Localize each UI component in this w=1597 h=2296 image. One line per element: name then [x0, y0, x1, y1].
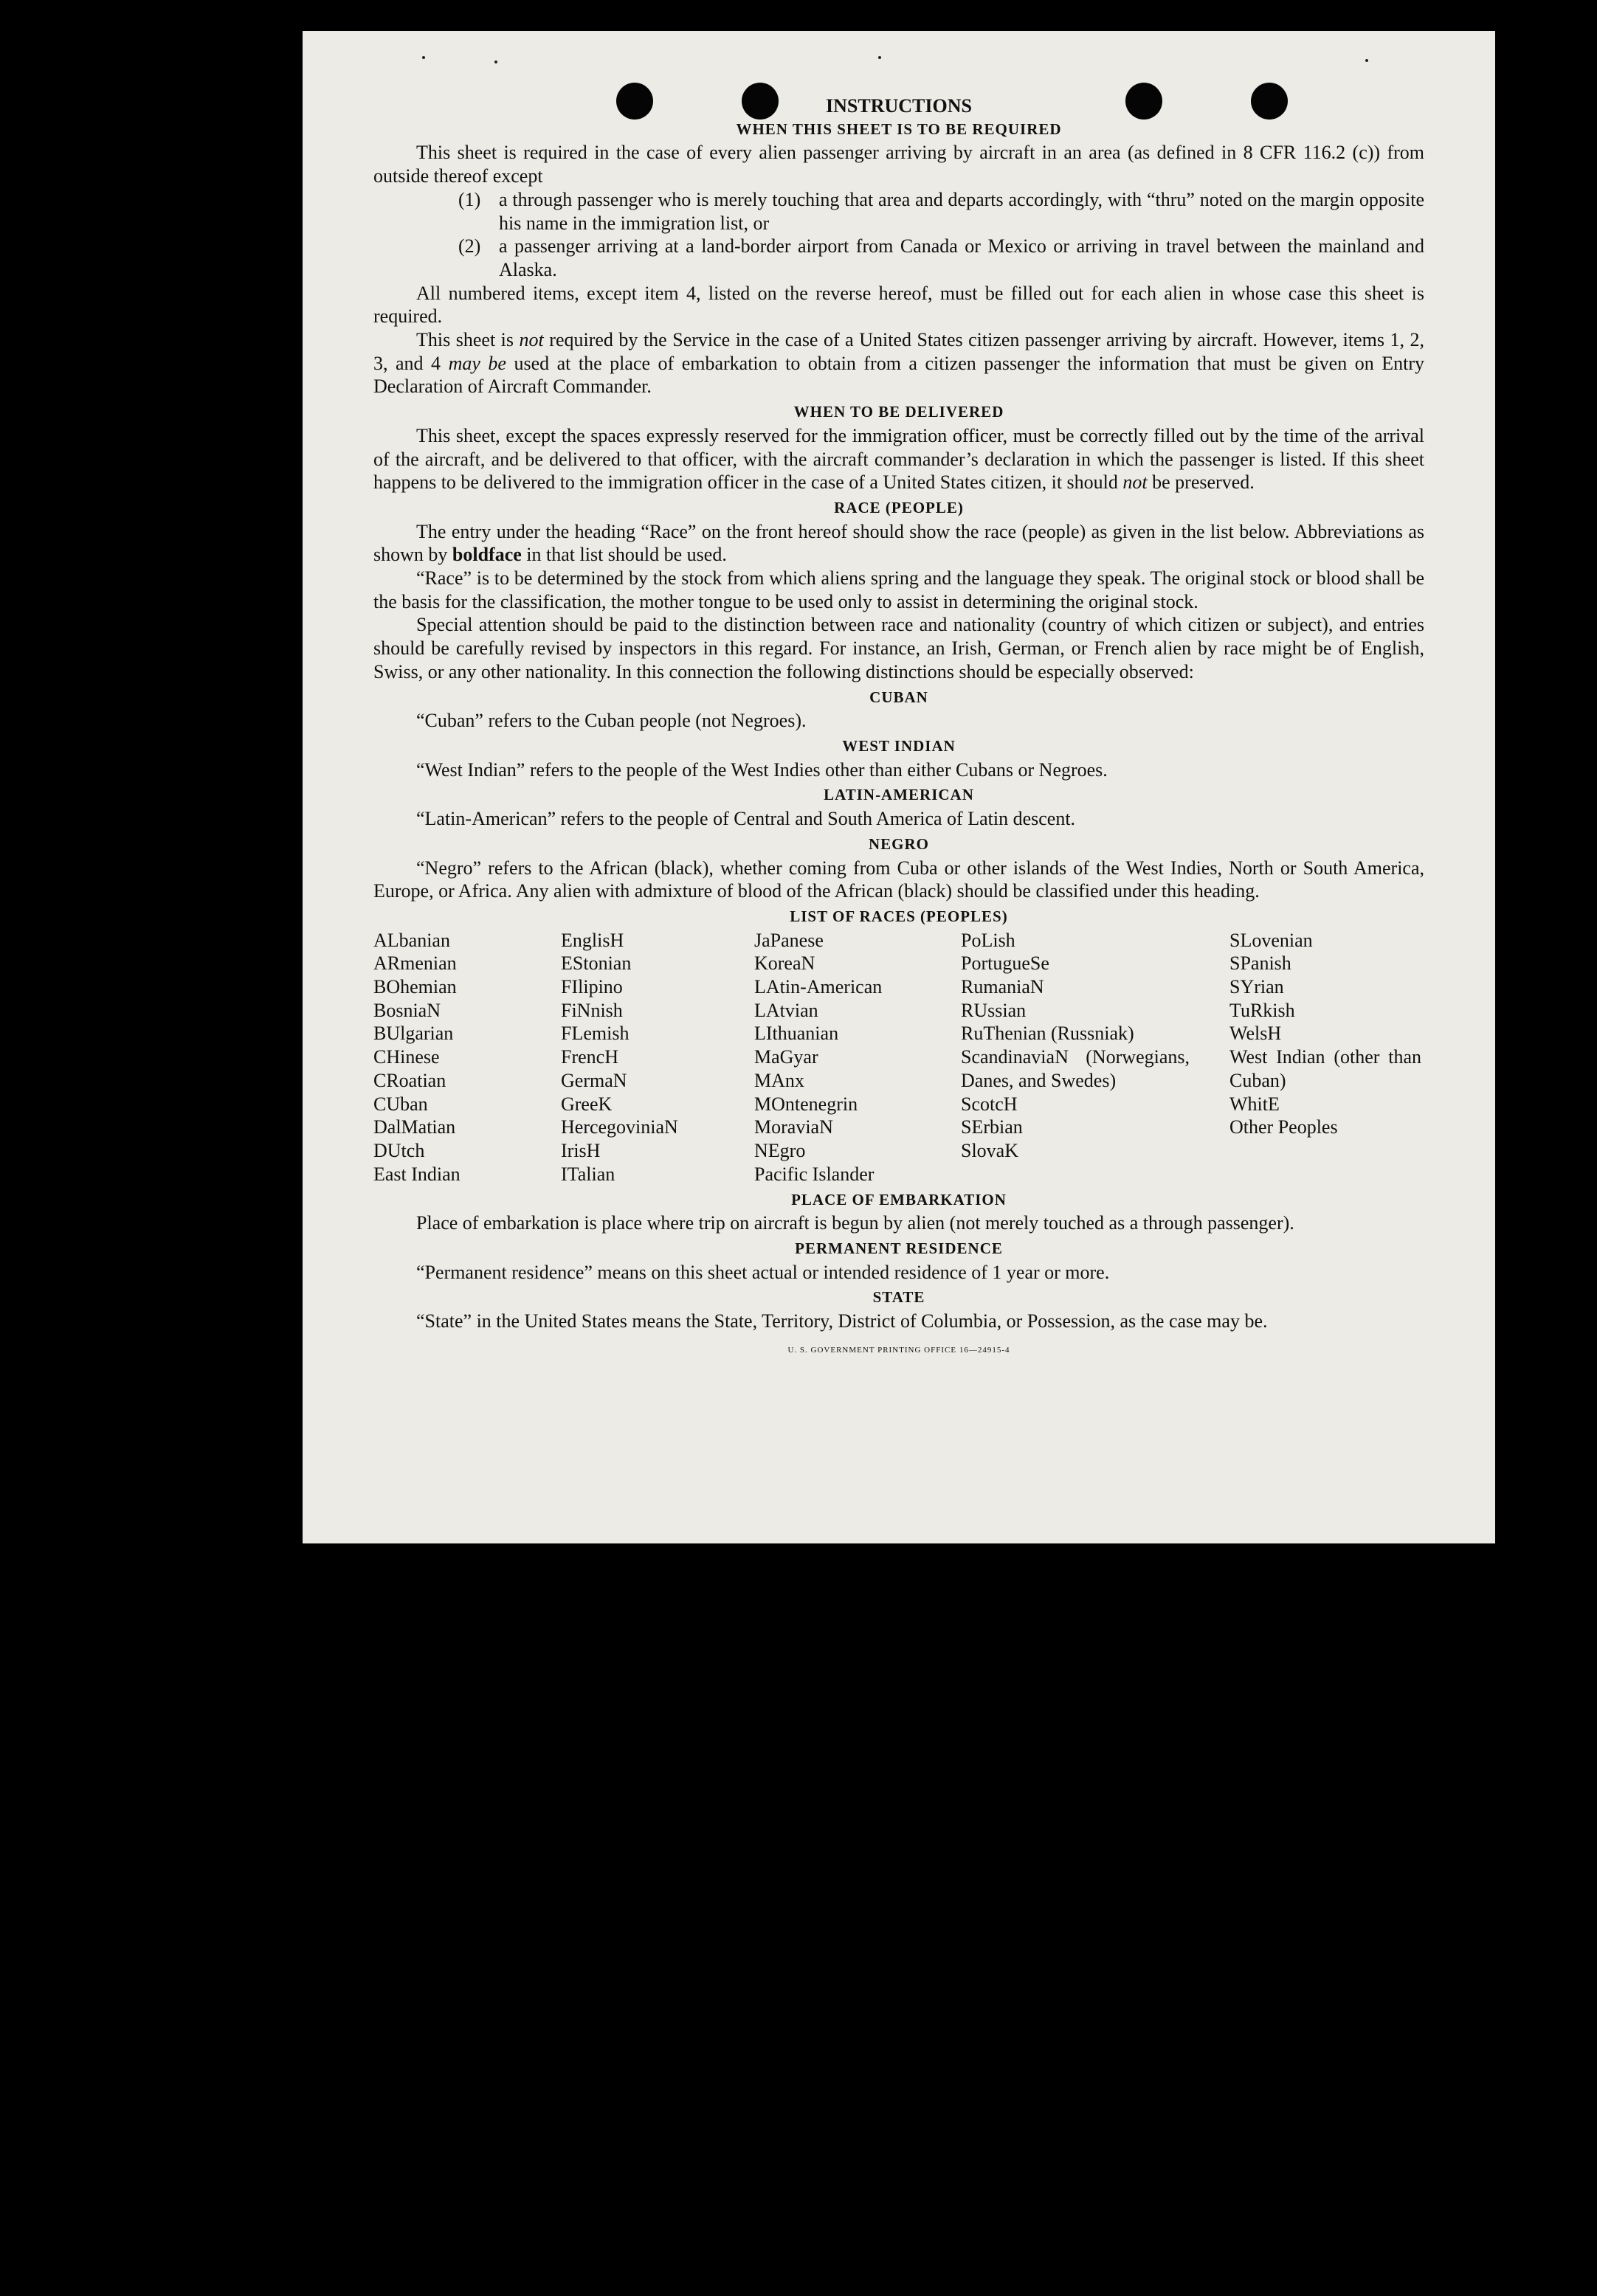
race-item: WelsH [1229, 1023, 1282, 1045]
race-column [1229, 929, 1421, 1139]
paragraph [373, 424, 1424, 494]
list-text: a through passenger who is merely touching that area and departs accordingly, with “thru” noted on the margin opposite his name in the immigration list, or [499, 188, 1424, 234]
emphasis: not [519, 329, 544, 351]
race-item: FLemish [561, 1023, 630, 1045]
section-heading: WHEN THIS SHEET IS TO BE REQUIRED [736, 120, 1062, 138]
race-item: MAnx [754, 1069, 804, 1091]
list-number: (2) [458, 235, 481, 257]
speck [422, 56, 425, 59]
text: This sheet is [416, 329, 520, 351]
race-item: CHinese [373, 1046, 440, 1068]
race-item: East Indian [373, 1163, 461, 1185]
race-item: ARmenian [373, 952, 457, 975]
race-item: Other Peoples [1229, 1116, 1338, 1138]
race-item: GreeK [561, 1093, 613, 1115]
paragraph: “State” in the United States means the State, Territory, District of Columbia, or Possession, as the case may be. [416, 1310, 1268, 1332]
race-item: ITalian [561, 1163, 615, 1185]
race-item: FrencH [561, 1046, 618, 1068]
race-item: LAtin-American [754, 976, 883, 998]
race-item: SErbian [961, 1116, 1023, 1138]
race-item: RUssian [961, 999, 1027, 1021]
paragraph: All numbered items, except item 4, listed on the reverse hereof, must be filled out for each alien in whose case this sheet is required. [373, 282, 1424, 328]
race-item: MoraviaN [754, 1116, 833, 1138]
race-item: EStonian [561, 952, 632, 975]
race-item: West Indian (other than Cuban) [1229, 1046, 1421, 1091]
race-item: MaGyar [754, 1046, 818, 1068]
race-item: SPanish [1229, 952, 1291, 975]
text: in that list should be used. [521, 544, 727, 566]
list-item [373, 188, 1424, 235]
text: This sheet, except the spaces expressly reserved for the immigration officer, must be correctly filled out by the time of the arrival of the aircraft, and be delivered to that officer, with the aircraft commander’s declaration in which the passenger is listed. If this sheet happens to be delivered to the immigration officer in the case of a United States citizen, it should [373, 424, 1424, 494]
section-heading: PERMANENT RESIDENCE [795, 1239, 1003, 1258]
speck [494, 60, 497, 63]
paragraph: “Latin-American” refers to the people of Central and South America of Latin descent. [416, 808, 1076, 830]
section-heading: PLACE OF EMBARKATION [791, 1190, 1007, 1208]
race-item: TuRkish [1229, 999, 1295, 1021]
instructions-content [373, 94, 1424, 1363]
emphasis: not [1122, 471, 1148, 494]
race-item: FiNnish [561, 999, 623, 1021]
list-item [373, 235, 1424, 281]
race-item: BosniaN [373, 999, 441, 1021]
race-item: GermaN [561, 1069, 627, 1091]
bold-text: boldface [452, 544, 522, 566]
race-item: ALbanian [373, 929, 450, 951]
race-item: JaPanese [754, 929, 824, 951]
text: used at the place of embarkation to obtain from a citizen passenger the information that must be given on Entry Declaration of Aircraft Commander. [373, 352, 1425, 398]
race-item: KoreaN [754, 952, 815, 975]
paragraph: “Race” is to be determined by the stock from which aliens spring and the language they speak. The original stock or blood shall be the basis for the classification, the mother tongue to be used only to assist in determining the original stock. [373, 567, 1424, 612]
race-item: RumaniaN [961, 976, 1044, 998]
section-heading: WHEN TO BE DELIVERED [793, 403, 1004, 421]
race-column [754, 929, 882, 1186]
section-heading: STATE [872, 1288, 925, 1307]
race-item: IrisH [561, 1139, 601, 1161]
race-item: DUtch [373, 1139, 425, 1161]
section-heading: WEST INDIAN [842, 736, 956, 755]
race-item: PoLish [961, 929, 1015, 951]
race-column [961, 929, 1190, 1163]
race-column [373, 929, 461, 1186]
race-item: RuThenian (Russniak) [961, 1023, 1134, 1045]
text: required by the Service in the case of a United States citizen passenger arriving by aircraft. However, items 1, 2, 3, and 4 [373, 329, 1424, 374]
race-item: EnglisH [561, 929, 624, 951]
speck [1365, 59, 1368, 62]
list-text: a passenger arriving at a land-border airport from Canada or Mexico or arriving in travel between the mainland and Alaska. [499, 235, 1424, 280]
race-item: NEgro [754, 1139, 806, 1161]
document-page [303, 31, 1495, 1543]
section-heading: RACE (PEOPLE) [834, 498, 964, 516]
race-item: CRoatian [373, 1069, 446, 1091]
text: The entry under the heading “Race” on the front hereof should show the race (people) as given in the list below. Abbreviations as shown by [373, 520, 1424, 566]
paragraph [373, 520, 1424, 567]
list-number: (1) [458, 188, 481, 210]
paragraph: “Permanent residence” means on this sheet actual or intended residence of 1 year or more. [416, 1261, 1110, 1283]
section-heading: CUBAN [869, 688, 928, 706]
race-item: SYrian [1229, 976, 1284, 998]
race-item: ScandinaviaN (Norwegians, Danes, and Swedes) [961, 1046, 1190, 1091]
paragraph: Place of embarkation is place where trip on aircraft is begun by alien (not merely touched as a through passenger). [416, 1212, 1294, 1234]
race-item: PortugueSe [961, 952, 1049, 975]
race-item: HercegoviniaN [561, 1116, 678, 1138]
paragraph: “West Indian” refers to the people of the West Indies other than either Cubans or Negroes. [416, 758, 1108, 781]
race-item: WhitE [1229, 1093, 1280, 1115]
race-item: LAtvian [754, 999, 818, 1021]
section-heading: NEGRO [868, 834, 929, 853]
race-column [561, 929, 678, 1186]
race-item: MOntenegrin [754, 1093, 858, 1115]
race-item: DalMatian [373, 1116, 456, 1138]
race-item: SlovaK [961, 1139, 1018, 1161]
race-item: BUlgarian [373, 1023, 454, 1045]
printer-footer: U. S. GOVERNMENT PRINTING OFFICE 16—24915-4 [787, 1345, 1010, 1355]
race-item: ScotcH [961, 1093, 1018, 1115]
emphasis: may be [448, 352, 506, 374]
paragraph: “Cuban” refers to the Cuban people (not Negroes). [416, 710, 807, 732]
paragraph: Special attention should be paid to the distinction between race and nationality (country of which citizen or subject), and entries should be carefully revised by inspectors in this regard. For instance, an Irish, German, or French alien by race might be of English, Swiss, or any other nationality. In this connection the following distinctions should be especially observed: [373, 614, 1424, 682]
paragraph [373, 328, 1424, 398]
paragraph: “Negro” refers to the African (black), whether coming from Cuba or other islands of the West Indies, North or South America, Europe, or Africa. Any alien with admixture of blood of the African (black) should be classified under this heading. [373, 857, 1424, 902]
race-item: Pacific Islander [754, 1163, 875, 1185]
text: be preserved. [1147, 471, 1255, 494]
paragraph: This sheet is required in the case of every alien passenger arriving by aircraft in an area (as defined in 8 CFR 116.2 (c)) from outside thereof except [373, 142, 1424, 187]
section-heading: LIST OF RACES (PEOPLES) [790, 907, 1008, 925]
section-heading: LATIN-AMERICAN [824, 786, 974, 804]
race-list [373, 929, 1424, 1189]
race-item: BOhemian [373, 976, 457, 998]
race-item: LIthuanian [754, 1023, 839, 1045]
speck [878, 56, 881, 59]
race-item: FIlipino [561, 976, 623, 998]
race-item: CUban [373, 1093, 428, 1115]
race-item: SLovenian [1229, 929, 1313, 951]
document-title: INSTRUCTIONS [826, 95, 972, 117]
